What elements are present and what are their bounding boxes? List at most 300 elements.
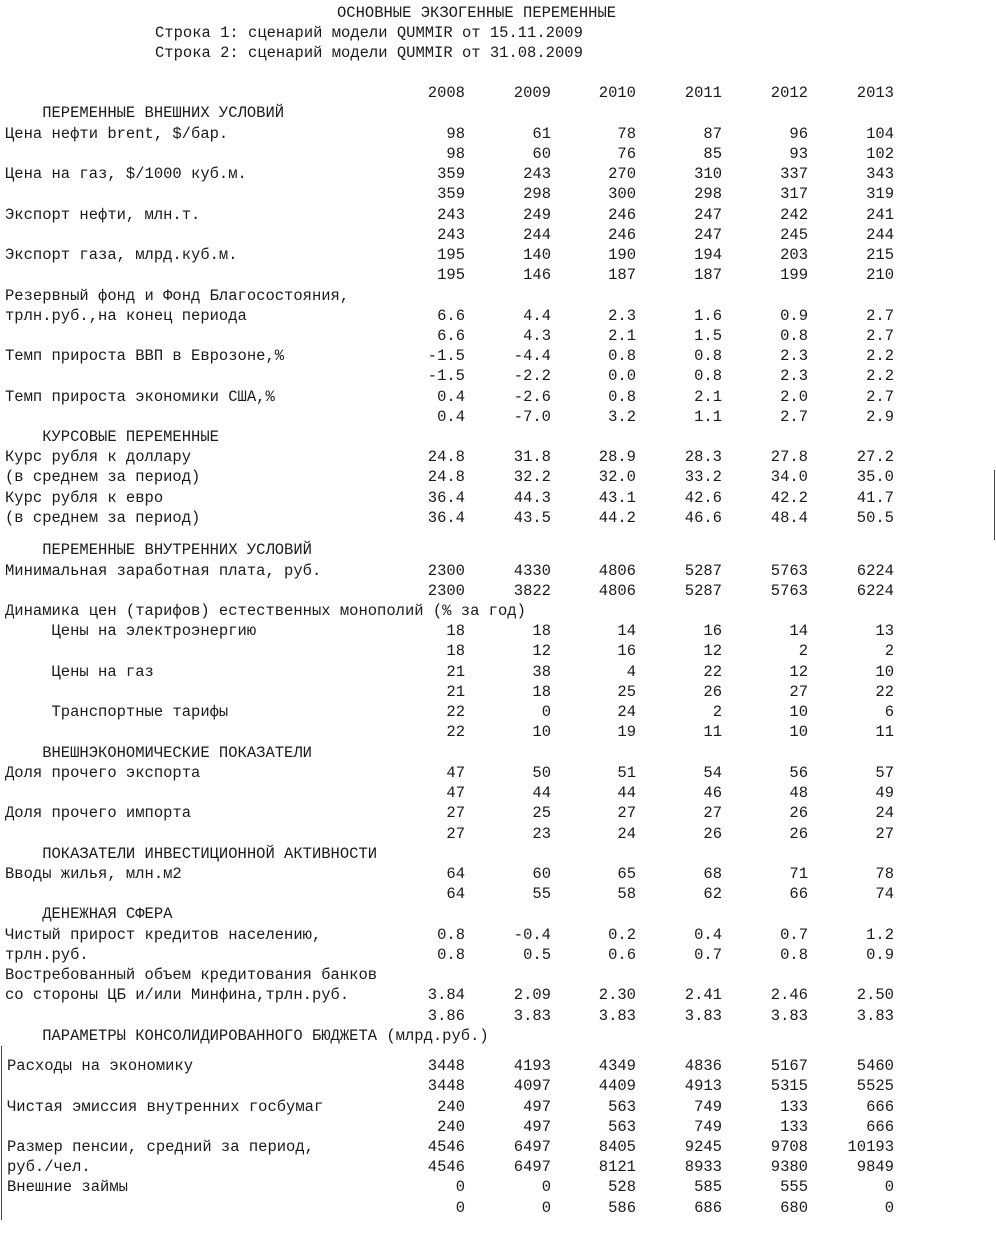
value-cell: 4193 xyxy=(513,1057,551,1075)
year-header: 2012 xyxy=(770,84,808,102)
value-cell: 21 xyxy=(446,663,465,681)
value-cell: 27.2 xyxy=(856,448,894,466)
value-cell: 26 xyxy=(703,683,722,701)
value-cell: 49 xyxy=(875,784,894,802)
value-cell: 47 xyxy=(446,784,465,802)
value-cell: 4836 xyxy=(684,1057,722,1075)
value-cell: 203 xyxy=(780,246,808,264)
row-label: Цена на газ, $/1000 куб.м. xyxy=(5,165,247,183)
row-label: Транспортные тарифы xyxy=(5,703,229,721)
value-cell: 3.2 xyxy=(608,408,636,426)
value-cell: 0.4 xyxy=(694,926,722,944)
value-cell: 43.1 xyxy=(598,489,636,507)
value-cell: 199 xyxy=(780,266,808,284)
value-cell: 27 xyxy=(446,804,465,822)
value-cell: 563 xyxy=(608,1098,636,1116)
value-cell: 48.4 xyxy=(770,509,808,527)
value-cell: 2.9 xyxy=(866,408,894,426)
section-label: ПОКАЗАТЕЛИ ИНВЕСТИЦИОННОЙ АКТИВНОСТИ xyxy=(5,845,378,863)
value-cell: 22 xyxy=(446,703,465,721)
value-cell: 48 xyxy=(789,784,808,802)
value-cell: 32.2 xyxy=(513,468,551,486)
value-cell: 27.8 xyxy=(770,448,808,466)
value-cell: 27 xyxy=(875,825,894,843)
value-cell: 0.8 xyxy=(437,946,465,964)
value-cell: 64 xyxy=(446,885,465,903)
section-label: Резервный фонд и Фонд Благосостояния, xyxy=(5,287,350,305)
value-cell: 3.86 xyxy=(427,1007,465,1025)
value-cell: 42.2 xyxy=(770,489,808,507)
value-cell: 44 xyxy=(617,784,636,802)
value-cell: 38 xyxy=(532,663,551,681)
value-cell: 246 xyxy=(608,226,636,244)
value-cell: 298 xyxy=(523,185,551,203)
value-cell: 243 xyxy=(437,226,465,244)
value-cell: 50.5 xyxy=(856,509,894,527)
value-cell: 0.4 xyxy=(437,408,465,426)
value-cell: 243 xyxy=(523,165,551,183)
row-label: Доля прочего экспорта xyxy=(5,764,201,782)
value-cell: 24.8 xyxy=(427,468,465,486)
value-cell: -2.6 xyxy=(513,388,551,406)
section-label: ПЕРЕМЕННЫЕ ВНЕШНИХ УСЛОВИЙ xyxy=(5,104,285,122)
section-label: ПАРАМЕТРЫ КОНСОЛИДИРОВАННОГО БЮДЖЕТА (млрд.руб.) xyxy=(5,1027,489,1045)
section-label: КУРСОВЫЕ ПЕРЕМЕННЫЕ xyxy=(5,428,219,446)
value-cell: 5763 xyxy=(770,582,808,600)
right-margin-line xyxy=(994,470,995,540)
value-cell: 0.8 xyxy=(694,347,722,365)
value-cell: 24 xyxy=(875,804,894,822)
value-cell: 66 xyxy=(789,885,808,903)
value-cell: 57 xyxy=(875,764,894,782)
value-cell: 240 xyxy=(437,1118,465,1136)
row-label: со стороны ЦБ и/или Минфина,трлн.руб. xyxy=(5,986,350,1004)
value-cell: 270 xyxy=(608,165,636,183)
value-cell: 4806 xyxy=(598,562,636,580)
value-cell: -2.2 xyxy=(513,367,551,385)
value-cell: 50 xyxy=(532,764,551,782)
section-label: ПЕРЕМЕННЫЕ ВНУТРЕННИХ УСЛОВИЙ xyxy=(5,541,312,559)
value-cell: 5315 xyxy=(770,1077,808,1095)
value-cell: 555 xyxy=(780,1178,808,1196)
value-cell: 33.2 xyxy=(684,468,722,486)
value-cell: 9245 xyxy=(684,1138,722,1156)
value-cell: 0.6 xyxy=(608,946,636,964)
value-cell: 60 xyxy=(532,145,551,163)
value-cell: 24 xyxy=(617,703,636,721)
value-cell: 18 xyxy=(446,622,465,640)
value-cell: 0 xyxy=(541,703,551,721)
value-cell: 2.2 xyxy=(866,347,894,365)
value-cell: 563 xyxy=(608,1118,636,1136)
value-cell: 2300 xyxy=(427,582,465,600)
value-cell: 585 xyxy=(694,1178,722,1196)
value-cell: 240 xyxy=(437,1098,465,1116)
row-label: трлн.руб. xyxy=(5,946,89,964)
value-cell: 27 xyxy=(789,683,808,701)
value-cell: 2.46 xyxy=(770,986,808,1004)
value-cell: 0.7 xyxy=(780,926,808,944)
value-cell: 2.7 xyxy=(866,307,894,325)
value-cell: 1.2 xyxy=(866,926,894,944)
value-cell: 2.50 xyxy=(856,986,894,1004)
value-cell: 140 xyxy=(523,246,551,264)
value-cell: 85 xyxy=(703,145,722,163)
value-cell: 2.3 xyxy=(608,307,636,325)
value-cell: 87 xyxy=(703,125,722,143)
row-label: Расходы на экономику xyxy=(7,1057,194,1075)
value-cell: 2 xyxy=(798,642,808,660)
value-cell: 249 xyxy=(523,206,551,224)
value-cell: 0 xyxy=(455,1199,465,1217)
value-cell: 32.0 xyxy=(598,468,636,486)
value-cell: 0.9 xyxy=(866,946,894,964)
value-cell: 46 xyxy=(703,784,722,802)
scenario-line-2: Строка 2: сценарий модели QUMMIR от 31.08.2009 xyxy=(155,44,583,62)
value-cell: 3822 xyxy=(513,582,551,600)
section-label: Динамика цен (тарифов) естественных монополий (% за год) xyxy=(5,602,526,620)
value-cell: 13 xyxy=(875,622,894,640)
value-cell: 5287 xyxy=(684,562,722,580)
value-cell: 2300 xyxy=(427,562,465,580)
row-label: Внешние займы xyxy=(7,1178,128,1196)
value-cell: 0 xyxy=(884,1199,894,1217)
value-cell: 9849 xyxy=(856,1158,894,1176)
value-cell: 64 xyxy=(446,865,465,883)
value-cell: 337 xyxy=(780,165,808,183)
value-cell: 23 xyxy=(532,825,551,843)
value-cell: 26 xyxy=(789,804,808,822)
value-cell: 317 xyxy=(780,185,808,203)
row-label: Чистая эмиссия внутренних госбумаг xyxy=(7,1098,324,1116)
value-cell: 27 xyxy=(703,804,722,822)
year-header: 2013 xyxy=(856,84,894,102)
value-cell: 9380 xyxy=(770,1158,808,1176)
value-cell: 245 xyxy=(780,226,808,244)
value-cell: 28.3 xyxy=(684,448,722,466)
value-cell: 0 xyxy=(541,1199,551,1217)
value-cell: 14 xyxy=(789,622,808,640)
year-header: 2008 xyxy=(427,84,465,102)
row-label: (в среднем за период) xyxy=(5,468,201,486)
value-cell: 36.4 xyxy=(427,489,465,507)
value-cell: 359 xyxy=(437,165,465,183)
value-cell: 0.8 xyxy=(437,926,465,944)
value-cell: 2.0 xyxy=(780,388,808,406)
value-cell: 6224 xyxy=(856,562,894,580)
value-cell: 22 xyxy=(875,683,894,701)
value-cell: 10193 xyxy=(847,1138,894,1156)
value-cell: 2.1 xyxy=(608,327,636,345)
value-cell: 16 xyxy=(703,622,722,640)
value-cell: 61 xyxy=(532,125,551,143)
row-label: Минимальная заработная плата, руб. xyxy=(5,562,322,580)
value-cell: 11 xyxy=(703,723,722,741)
value-cell: 10 xyxy=(875,663,894,681)
value-cell: 22 xyxy=(446,723,465,741)
value-cell: 195 xyxy=(437,246,465,264)
value-cell: 298 xyxy=(694,185,722,203)
value-cell: 247 xyxy=(694,206,722,224)
value-cell: 24.8 xyxy=(427,448,465,466)
value-cell: 65 xyxy=(617,865,636,883)
value-cell: 680 xyxy=(780,1199,808,1217)
value-cell: 5287 xyxy=(684,582,722,600)
value-cell: 5763 xyxy=(770,562,808,580)
value-cell: 78 xyxy=(617,125,636,143)
value-cell: 8121 xyxy=(598,1158,636,1176)
value-cell: 0.2 xyxy=(608,926,636,944)
value-cell: -0.4 xyxy=(513,926,551,944)
value-cell: 0 xyxy=(884,1178,894,1196)
section-label: ДЕНЕЖНАЯ СФЕРА xyxy=(5,905,173,923)
value-cell: 6224 xyxy=(856,582,894,600)
value-cell: 28.9 xyxy=(598,448,636,466)
value-cell: 3448 xyxy=(427,1077,465,1095)
value-cell: 102 xyxy=(866,145,894,163)
value-cell: 26 xyxy=(703,825,722,843)
value-cell: 0.8 xyxy=(694,367,722,385)
document-title: ОСНОВНЫЕ ЭКЗОГЕННЫЕ ПЕРЕМЕННЫЕ xyxy=(337,4,617,22)
value-cell: 96 xyxy=(789,125,808,143)
value-cell: 666 xyxy=(866,1118,894,1136)
value-cell: 0.8 xyxy=(780,946,808,964)
value-cell: 78 xyxy=(875,865,894,883)
value-cell: 5460 xyxy=(856,1057,894,1075)
value-cell: 68 xyxy=(703,865,722,883)
row-label: Экспорт нефти, млн.т. xyxy=(5,206,201,224)
value-cell: 3.83 xyxy=(598,1007,636,1025)
value-cell: 2.3 xyxy=(780,347,808,365)
year-header: 2009 xyxy=(513,84,551,102)
value-cell: 586 xyxy=(608,1199,636,1217)
value-cell: 26 xyxy=(789,825,808,843)
value-cell: 319 xyxy=(866,185,894,203)
value-cell: 2.7 xyxy=(866,327,894,345)
value-cell: 0 xyxy=(541,1178,551,1196)
row-label: Размер пенсии, средний за период, xyxy=(7,1138,314,1156)
value-cell: 2.3 xyxy=(780,367,808,385)
row-label: Цена нефти brent, $/бар. xyxy=(5,125,229,143)
value-cell: 497 xyxy=(523,1118,551,1136)
value-cell: 5167 xyxy=(770,1057,808,1075)
value-cell: 4.4 xyxy=(523,307,551,325)
value-cell: 133 xyxy=(780,1118,808,1136)
value-cell: 6 xyxy=(884,703,894,721)
value-cell: 27 xyxy=(617,804,636,822)
row-label: Цены на электроэнергию xyxy=(5,622,257,640)
value-cell: 3.84 xyxy=(427,986,465,1004)
value-cell: 243 xyxy=(437,206,465,224)
value-cell: 1.5 xyxy=(694,327,722,345)
value-cell: -1.5 xyxy=(427,367,465,385)
value-cell: 4409 xyxy=(598,1077,636,1095)
row-label: Доля прочего импорта xyxy=(5,804,192,822)
row-label: Темп прироста ВВП в Еврозоне,% xyxy=(5,347,285,365)
scenario-line-1: Строка 1: сценарий модели QUMMIR от 15.11.2009 xyxy=(155,24,583,42)
value-cell: 4 xyxy=(626,663,636,681)
value-cell: 8933 xyxy=(684,1158,722,1176)
value-cell: 12 xyxy=(789,663,808,681)
value-cell: 104 xyxy=(866,125,894,143)
value-cell: 359 xyxy=(437,185,465,203)
value-cell: 3448 xyxy=(427,1057,465,1075)
value-cell: 528 xyxy=(608,1178,636,1196)
row-label: Курс рубля к евро xyxy=(5,489,164,507)
value-cell: 4913 xyxy=(684,1077,722,1095)
value-cell: 76 xyxy=(617,145,636,163)
value-cell: 3.83 xyxy=(513,1007,551,1025)
row-label: (в среднем за период) xyxy=(5,509,201,527)
value-cell: 4806 xyxy=(598,582,636,600)
value-cell: 42.6 xyxy=(684,489,722,507)
value-cell: 3.83 xyxy=(684,1007,722,1025)
row-label: Чистый прирост кредитов населению, xyxy=(5,926,322,944)
value-cell: 21 xyxy=(446,683,465,701)
value-cell: -1.5 xyxy=(427,347,465,365)
value-cell: 2.1 xyxy=(694,388,722,406)
value-cell: 2.09 xyxy=(513,986,551,1004)
value-cell: 18 xyxy=(532,683,551,701)
section-label: ВНЕШНЭКОНОМИЧЕСКИЕ ПОКАЗАТЕЛИ xyxy=(5,744,312,762)
value-cell: 5525 xyxy=(856,1077,894,1095)
value-cell: 133 xyxy=(780,1098,808,1116)
value-cell: 10 xyxy=(532,723,551,741)
value-cell: 4546 xyxy=(427,1158,465,1176)
value-cell: 195 xyxy=(437,266,465,284)
value-cell: 0.7 xyxy=(694,946,722,964)
value-cell: 6.6 xyxy=(437,307,465,325)
value-cell: 187 xyxy=(608,266,636,284)
value-cell: 3.83 xyxy=(856,1007,894,1025)
value-cell: 0.4 xyxy=(437,388,465,406)
value-cell: 62 xyxy=(703,885,722,903)
value-cell: 25 xyxy=(532,804,551,822)
value-cell: 60 xyxy=(532,865,551,883)
value-cell: 47 xyxy=(446,764,465,782)
row-label: Цены на газ xyxy=(5,663,154,681)
value-cell: 210 xyxy=(866,266,894,284)
row-label: Экспорт газа, млрд.куб.м. xyxy=(5,246,238,264)
value-cell: 310 xyxy=(694,165,722,183)
value-cell: 4097 xyxy=(513,1077,551,1095)
value-cell: 27 xyxy=(446,825,465,843)
section-label: Востребованный объем кредитования банков xyxy=(5,966,378,984)
value-cell: 11 xyxy=(875,723,894,741)
value-cell: 58 xyxy=(617,885,636,903)
value-cell: 19 xyxy=(617,723,636,741)
value-cell: 497 xyxy=(523,1098,551,1116)
value-cell: 749 xyxy=(694,1118,722,1136)
value-cell: 3.83 xyxy=(770,1007,808,1025)
value-cell: 247 xyxy=(694,226,722,244)
value-cell: 0.8 xyxy=(780,327,808,345)
value-cell: 2.7 xyxy=(780,408,808,426)
row-label: Вводы жилья, млн.м2 xyxy=(5,865,182,883)
value-cell: 1.1 xyxy=(694,408,722,426)
value-cell: 54 xyxy=(703,764,722,782)
value-cell: 36.4 xyxy=(427,509,465,527)
value-cell: 4349 xyxy=(598,1057,636,1075)
value-cell: 244 xyxy=(523,226,551,244)
value-cell: 10 xyxy=(789,703,808,721)
value-cell: 31.8 xyxy=(513,448,551,466)
value-cell: 22 xyxy=(703,663,722,681)
value-cell: -7.0 xyxy=(513,408,551,426)
value-cell: 12 xyxy=(703,642,722,660)
value-cell: 14 xyxy=(617,622,636,640)
value-cell: 194 xyxy=(694,246,722,264)
value-cell: 0.0 xyxy=(608,367,636,385)
value-cell: 300 xyxy=(608,185,636,203)
value-cell: 0.8 xyxy=(608,388,636,406)
value-cell: 6497 xyxy=(513,1138,551,1156)
row-label: трлн.руб.,на конец периода xyxy=(5,307,247,325)
value-cell: 2.7 xyxy=(866,388,894,406)
value-cell: 4330 xyxy=(513,562,551,580)
value-cell: 343 xyxy=(866,165,894,183)
value-cell: 44.2 xyxy=(598,509,636,527)
left-margin-line xyxy=(1,1046,2,1220)
value-cell: 246 xyxy=(608,206,636,224)
value-cell: 41.7 xyxy=(856,489,894,507)
row-label: Темп прироста экономики США,% xyxy=(5,388,275,406)
value-cell: 242 xyxy=(780,206,808,224)
value-cell: 4546 xyxy=(427,1138,465,1156)
value-cell: 2.30 xyxy=(598,986,636,1004)
value-cell: 4.3 xyxy=(523,327,551,345)
value-cell: 0.5 xyxy=(523,946,551,964)
value-cell: 55 xyxy=(532,885,551,903)
value-cell: 35.0 xyxy=(856,468,894,486)
value-cell: 18 xyxy=(446,642,465,660)
value-cell: 215 xyxy=(866,246,894,264)
value-cell: 34.0 xyxy=(770,468,808,486)
value-cell: 666 xyxy=(866,1098,894,1116)
year-header: 2011 xyxy=(684,84,722,102)
value-cell: 12 xyxy=(532,642,551,660)
value-cell: 2.41 xyxy=(684,986,722,1004)
value-cell: 146 xyxy=(523,266,551,284)
value-cell: 244 xyxy=(866,226,894,244)
value-cell: 10 xyxy=(789,723,808,741)
row-label: Курс рубля к доллару xyxy=(5,448,192,466)
value-cell: 98 xyxy=(446,125,465,143)
value-cell: 2 xyxy=(884,642,894,660)
value-cell: 0.9 xyxy=(780,307,808,325)
value-cell: 187 xyxy=(694,266,722,284)
value-cell: 43.5 xyxy=(513,509,551,527)
year-header: 2010 xyxy=(598,84,636,102)
value-cell: 74 xyxy=(875,885,894,903)
value-cell: 190 xyxy=(608,246,636,264)
value-cell: 44 xyxy=(532,784,551,802)
value-cell: 6.6 xyxy=(437,327,465,345)
value-cell: 93 xyxy=(789,145,808,163)
value-cell: 46.6 xyxy=(684,509,722,527)
value-cell: 8405 xyxy=(598,1138,636,1156)
value-cell: 25 xyxy=(617,683,636,701)
value-cell: 98 xyxy=(446,145,465,163)
value-cell: 0 xyxy=(455,1178,465,1196)
value-cell: 749 xyxy=(694,1098,722,1116)
value-cell: 686 xyxy=(694,1199,722,1217)
value-cell: 9708 xyxy=(770,1138,808,1156)
value-cell: 18 xyxy=(532,622,551,640)
value-cell: 1.6 xyxy=(694,307,722,325)
value-cell: 241 xyxy=(866,206,894,224)
value-cell: 44.3 xyxy=(513,489,551,507)
